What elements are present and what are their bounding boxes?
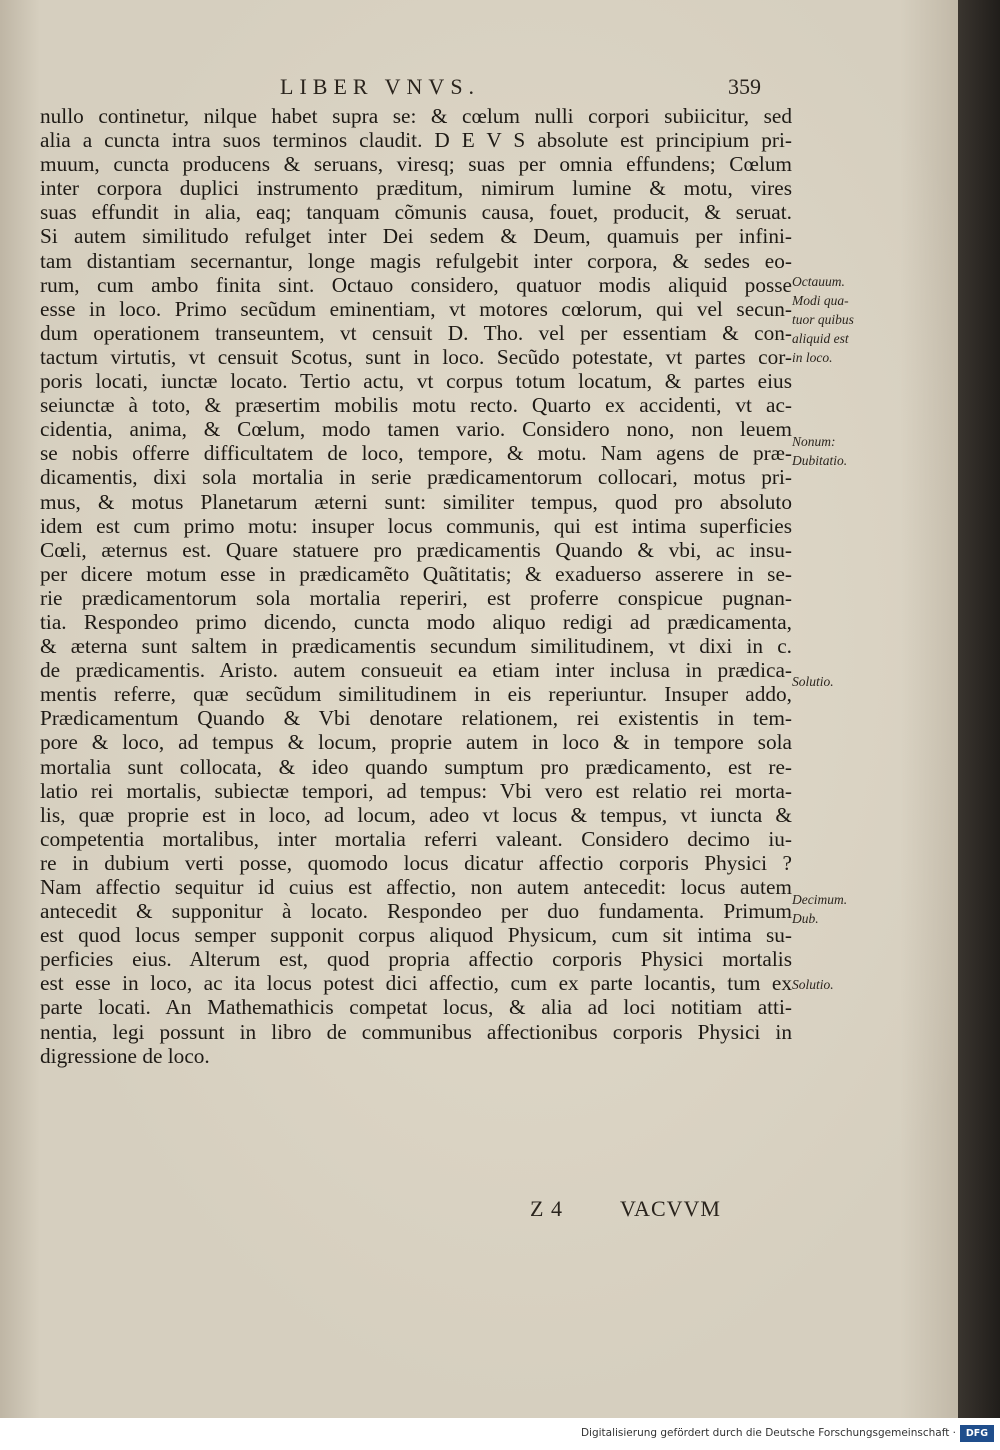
text-line: inter corpora duplici instrumento præditum, nimirum lumine & motu, vires [40,176,792,201]
text-line: parte locati. An Mathemathicis competat locus, & alia ad loci notitiam atti- [40,995,792,1020]
text-line: Cœli, æternus est. Quare statuere pro prædicamentis Quando & vbi, ac insu- [40,537,792,562]
body-text [40,104,792,1068]
text-line: est quod locus semper supponit corpus aliquod Physicum, cum sit intima su- [40,923,792,948]
signature-mark: Z 4 [530,1196,563,1221]
text-line: se nobis offerre difficultatem de loco, tempore, & motu. Nam agens de præ- [40,441,792,466]
text-line: idem est cum primo motu: insuper locus communis, qui est intima superficies [40,513,792,538]
text-line: perficies eius. Alterum est, quod propria affectio corporis Physici mortalis [40,947,792,972]
text-line: per dicere motum esse in prædicamẽto Quãtitatis; & exaduerso asserere in se- [40,561,792,586]
text-line: Prædicamentum Quando & Vbi denotare relationem, rei existentis in tem- [40,706,792,731]
text-line: nullo continetur, nilque habet supra se: & cœlum nulli corpori subiicitur, sed [40,104,792,128]
text-line: latio rei mortalis, subiectæ tempori, ad tempus: Vbi vero est relatio rei morta- [40,778,792,803]
marginal-note-solutio-2: Solutio. [792,977,834,992]
text-line: competentia mortalibus, inter mortalia referri valeant. Considero decimo iu- [40,826,792,851]
text-line: mortalia sunt collocata, & ideo quando sumptum pro prædicamento, est re- [40,754,792,779]
text-line: nentia, legi possunt in libro de communibus affectionibus corporis Physici in [40,1019,792,1044]
text-line: suas effundit in alia, eaq; tanquam cõmunis causa, fouet, producit, & seruat. [40,200,792,225]
text-line: cidentia, anima, & Cœlum, modo tamen vario. Considero nono, non leuem [40,417,792,442]
catchword: VACVVM [620,1196,721,1221]
text-line: rie prædicamentorum sola mortalia reperiri, est proferre conspicue pugnan- [40,585,792,610]
text-line: Nam affectio sequitur id cuius est affectio, non autem antecedit: locus autem [40,875,792,899]
page-number: 359 [728,74,761,99]
text-line: digressione de loco. [40,1043,210,1068]
running-head: LIBER VNVS. [280,74,481,99]
text-line: Si autem similitudo refulget inter Dei sedem & Deum, quamuis per infini- [40,224,792,249]
text-line: dum operationem transeuntem, vt censuit D. Tho. vel per essentiam & con- [40,320,792,345]
text-line: re in dubium verti posse, quomodo locus dicatur affectio corporis Physici ? [40,850,792,875]
text-line: alia a cuncta intra suos terminos claudit. D E V S absolute est principium pri- [40,128,792,153]
text-line: tactum virtutis, vt censuit Scotus, sunt in loco. Secũdo potestate, vt partes cor- [40,344,792,369]
marginal-note-octauum: Octauum. Modi qua- tuor quibus aliquid est in loco. [792,274,854,365]
text-line: lis, quæ proprie est in loco, ad locum, adeo vt locus & tempus, vt iuncta & [40,802,792,827]
text-line: mus, & motus Planetarum æterni sunt: similiter tempus, quod pro absoluto [40,489,792,514]
text-line: tam distantiam secernantur, longe magis refulgebit inter corpora, & sedes eo- [40,248,792,273]
marginal-note-decimum: Decimum. Dub. [792,892,848,926]
text-line: seiunctæ à toto, & præsertim mobilis motu recto. Quarto ex accidenti, vt ac- [40,393,792,418]
dfg-logo: DFG [960,1425,994,1442]
marginal-note-nonum: Nonum: Dubitatio. [792,434,848,468]
text-line: poris locati, iunctæ locato. Tertio actu, vt corpus totum locatum, & partes eius [40,369,792,394]
text-line: antecedit & supponitur à locato. Respondeo per duo fundamenta. Primum [40,899,792,924]
text-line: tia. Respondeo primo dicendo, cuncta modo aliquo redigi ad prædicamenta, [40,609,792,634]
text-line: esse in loco. Primo secũdum eminentiam, vt motores cœlorum, qui vel secun- [40,296,792,321]
text-line: pore & loco, ad tempus & locum, proprie autem in loco & in tempore sola [40,730,792,755]
scan-edge [958,0,1000,1418]
text-line: mentis referre, quæ secũdum similitudinem in eis reperiuntur. Insuper addo, [40,682,792,707]
text-line: muum, cuncta producens & seruans, viresq; suas per omnia effundens; Cœlum [40,152,792,177]
marginal-note-solutio-1: Solutio. [792,674,834,689]
footer-bar [0,1418,1000,1450]
text-line: est esse in loco, ac ita locus potest dici affectio, cum ex parte locantis, tum ex [40,971,792,996]
text-line: de prædicamentis. Aristo. autem consueuit ea etiam inter inclusa in prædica- [40,658,792,683]
text-line: dicamentis, dixi sola mortalia in serie prædicamentorum collocari, motus pri- [40,465,792,490]
text-line: & æterna sunt saltem in prædicamentis secundum similitudinem, vt dixi in c. [40,634,792,659]
footer-credit: Digitalisierung gefördert durch die Deutsche Forschungsgemeinschaft · [580,1427,956,1439]
text-line: rum, cum ambo finita sint. Octauo considero, quatuor modis aliquid posse [40,272,792,297]
